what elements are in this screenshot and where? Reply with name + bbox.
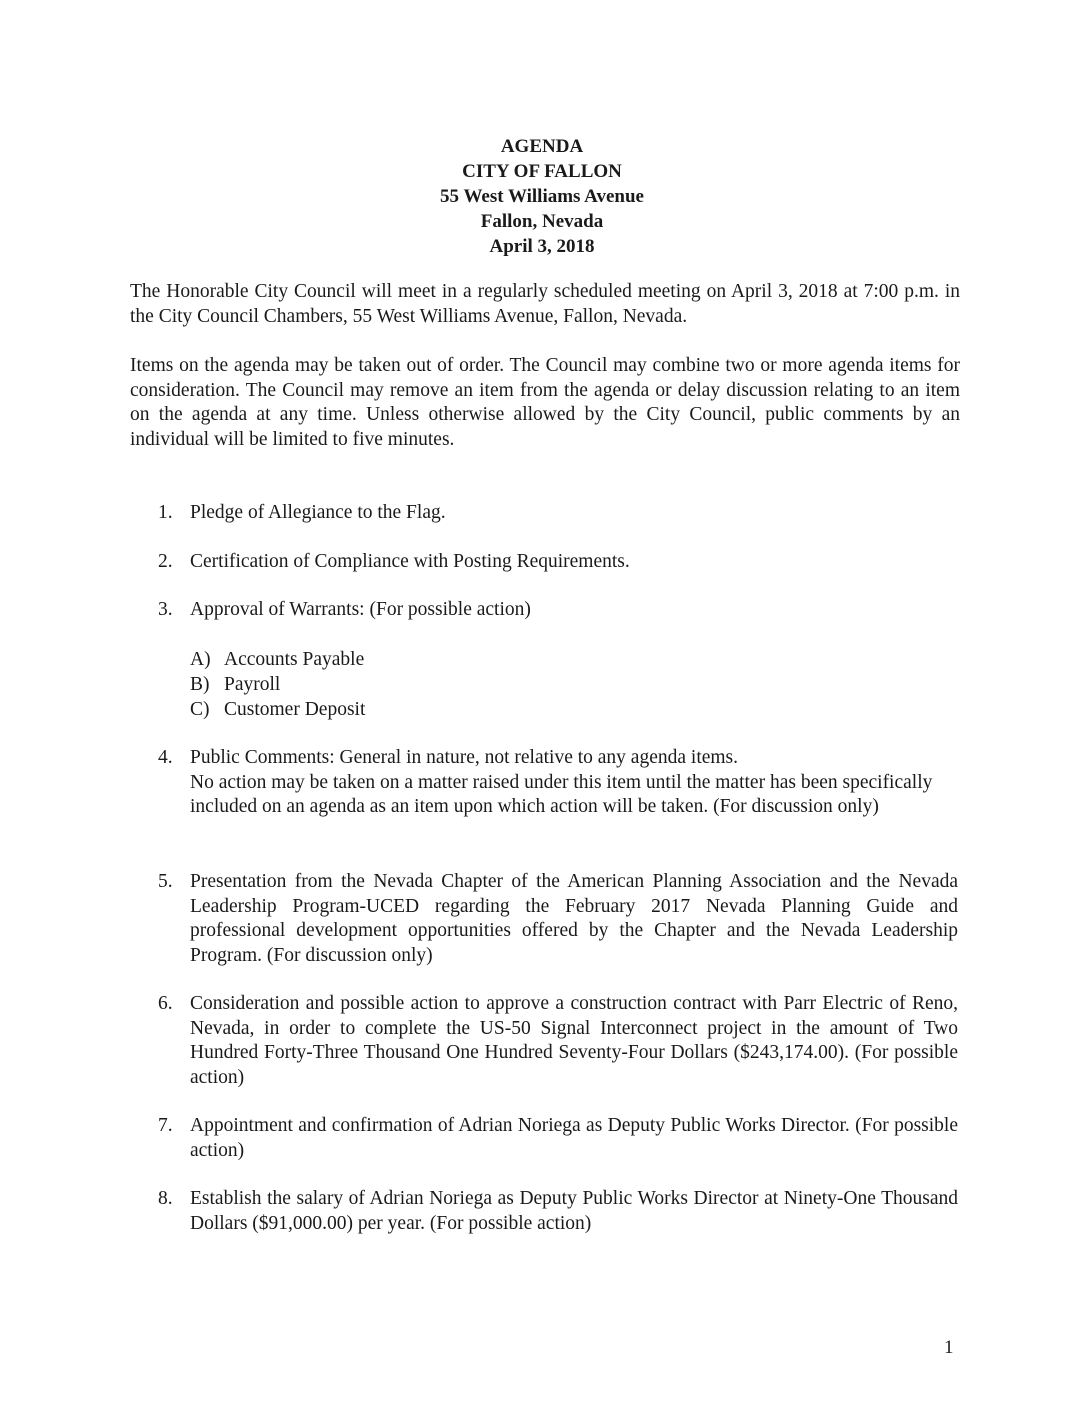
item-text: Pledge of Allegiance to the Flag. bbox=[190, 502, 446, 523]
item-number: 6. bbox=[158, 993, 173, 1014]
agenda-item-4 bbox=[158, 746, 958, 820]
sublist-letter: B) bbox=[190, 674, 210, 695]
agenda-header bbox=[0, 134, 1078, 259]
item-text: Consideration and possible action to approve a construction contract with Parr Electric of Reno, Nevada, in order to complete the US-50 Signal Interconnect project in the amount of Two Hundred Forty-Three Thousand One Hundred Seventy-Four Dollars ($243,174.00). (For possible action) bbox=[190, 993, 958, 1088]
agenda-item-7 bbox=[158, 1114, 958, 1163]
header-address: 55 West Williams Avenue bbox=[440, 186, 644, 207]
agenda-item-6 bbox=[158, 992, 958, 1090]
header-location: Fallon, Nevada bbox=[480, 211, 604, 232]
agenda-item-5 bbox=[158, 870, 958, 968]
sublist-letter: C) bbox=[190, 699, 210, 720]
header-city: CITY OF FALLON bbox=[462, 161, 622, 182]
page-number: 1 bbox=[944, 1337, 954, 1358]
item-number: 4. bbox=[158, 747, 173, 768]
item-number: 3. bbox=[158, 599, 173, 620]
item-text: Approval of Warrants: (For possible action) bbox=[190, 599, 531, 620]
item-number: 5. bbox=[158, 871, 173, 892]
sublist-item bbox=[190, 697, 365, 722]
item-number: 2. bbox=[158, 551, 173, 572]
item-number: 8. bbox=[158, 1188, 173, 1209]
intro-paragraph-rules: Items on the agenda may be taken out of order. The Council may combine two or more agenda items for consideration. The Council may remove an item from the agenda or delay discussion relating to an item on the agenda at any time. Unless otherwise allowed by the City Council, public comments by an individual will be limited to five minutes. bbox=[130, 355, 960, 450]
sublist-item bbox=[190, 647, 365, 672]
item-text: Certification of Compliance with Posting Requirements. bbox=[190, 551, 630, 572]
sublist-letter: A) bbox=[190, 649, 211, 670]
warrants-sublist bbox=[190, 647, 365, 722]
item-number: 1. bbox=[158, 502, 173, 523]
sublist-text: Payroll bbox=[224, 674, 281, 695]
header-title: AGENDA bbox=[500, 136, 584, 157]
agenda-item-1 bbox=[158, 501, 958, 526]
agenda-item-8 bbox=[158, 1187, 958, 1236]
item-number: 7. bbox=[158, 1115, 173, 1136]
sublist-text: Accounts Payable bbox=[224, 649, 365, 670]
sublist-item bbox=[190, 672, 365, 697]
agenda-item-2 bbox=[158, 550, 958, 575]
item-text-detail: No action may be taken on a matter raised under this item until the matter has been specifically included on an agenda as an item upon which action will be taken. (For discussion only) bbox=[190, 771, 933, 817]
header-date: April 3, 2018 bbox=[489, 236, 595, 257]
item-text: Appointment and confirmation of Adrian Noriega as Deputy Public Works Director. (For possible action) bbox=[190, 1115, 958, 1161]
intro-paragraph-meeting: The Honorable City Council will meet in a regularly scheduled meeting on April 3, 2018 at 7:00 p.m. in the City Council Chambers, 55 West Williams Avenue, Fallon, Nevada. bbox=[130, 281, 960, 327]
item-text: Establish the salary of Adrian Noriega as Deputy Public Works Director at Ninety-One Thousand Dollars ($91,000.00) per year. (For possible action) bbox=[190, 1188, 958, 1234]
item-text: Public Comments: General in nature, not relative to any agenda items. bbox=[190, 747, 739, 768]
agenda-item-3 bbox=[158, 598, 958, 623]
item-text: Presentation from the Nevada Chapter of the American Planning Association and the Nevada Leadership Program-UCED regarding the February 2017 Nevada Planning Guide and professional development opportunities offered by the Chapter and the Nevada Leadership Program. (For discussion only) bbox=[190, 871, 958, 966]
sublist-text: Customer Deposit bbox=[224, 699, 366, 720]
